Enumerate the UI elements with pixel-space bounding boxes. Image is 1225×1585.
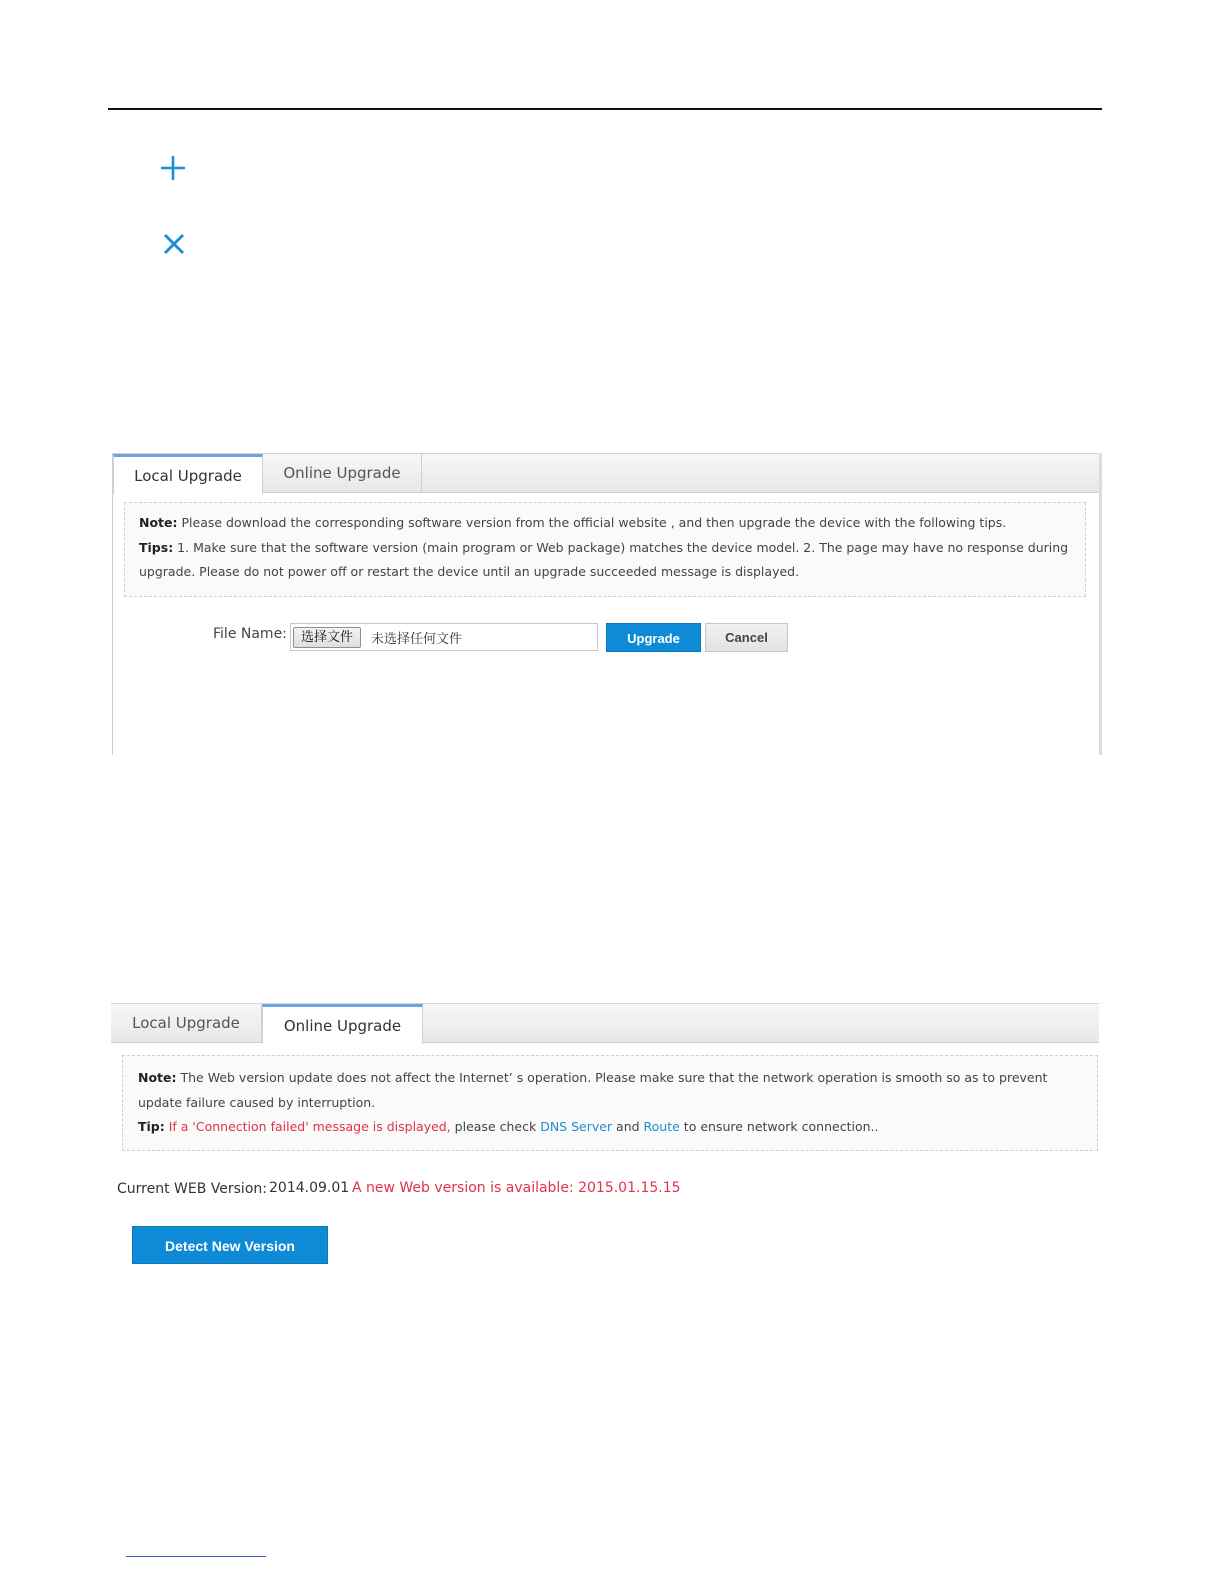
top-divider [108, 108, 1102, 110]
tab-online-upgrade[interactable]: Online Upgrade [263, 454, 422, 492]
current-version-label: Current WEB Version: [117, 1181, 267, 1197]
tips-line [139, 536, 1071, 585]
tip-warning-text: If a 'Connection failed' message is displayed, [164, 1119, 451, 1134]
current-version-value: 2014.09.01 [269, 1180, 350, 1196]
note-box [122, 1055, 1098, 1151]
file-name-label: File Name: [213, 626, 287, 642]
tips-text: 1. Make sure that the software version (main program or Web package) matches the device model. 2. The page may have no response during upgrade. Please do not power off or restart the device until an upgrade succeeded message is displayed. [139, 539, 1069, 579]
tab-bar [113, 453, 1099, 493]
new-version-notice: A new Web version is available: 2015.01.15.15 [352, 1180, 681, 1196]
cancel-button[interactable]: Cancel [705, 623, 788, 652]
and-text: and [612, 1119, 644, 1134]
upgrade-button[interactable]: Upgrade [606, 623, 701, 652]
tab-local-upgrade[interactable]: Local Upgrade [111, 1004, 262, 1042]
dns-server-link[interactable]: DNS Server [540, 1119, 613, 1134]
tip-text: please check [450, 1119, 541, 1134]
detect-new-version-button[interactable]: Detect New Version [132, 1226, 328, 1264]
tab-online-upgrade[interactable]: Online Upgrade [262, 1004, 423, 1044]
close-icon [162, 232, 186, 256]
local-upgrade-panel [112, 453, 1102, 755]
note-label: Note: [139, 515, 178, 530]
plus-icon [159, 154, 187, 182]
tab-local-upgrade[interactable]: Local Upgrade [113, 454, 263, 494]
note-line [138, 1066, 1082, 1115]
tips-label: Tips: [139, 539, 174, 555]
note-label: Note: [138, 1070, 177, 1085]
route-link[interactable]: Route [643, 1119, 680, 1134]
note-box [124, 502, 1086, 597]
tab-bar [111, 1003, 1099, 1043]
tip-line [138, 1115, 1082, 1140]
choose-file-button[interactable]: 选择文件 [293, 627, 361, 648]
tip-label: Tip: [138, 1119, 165, 1134]
file-input[interactable] [290, 623, 598, 651]
note-text: Please download the corresponding software version from the official website , and then upgrade the device with the following tips. [177, 515, 1007, 530]
note-text: The Web version update does not affect the Internet’ s operation. Please make sure that the network operation is smooth so as to prevent update failure caused by interruption. [138, 1070, 1048, 1110]
no-file-text: 未选择任何文件 [371, 632, 463, 647]
tip-end-text: to ensure network connection.. [679, 1119, 879, 1134]
footer-underline [126, 1556, 266, 1557]
note-line [139, 511, 1071, 536]
